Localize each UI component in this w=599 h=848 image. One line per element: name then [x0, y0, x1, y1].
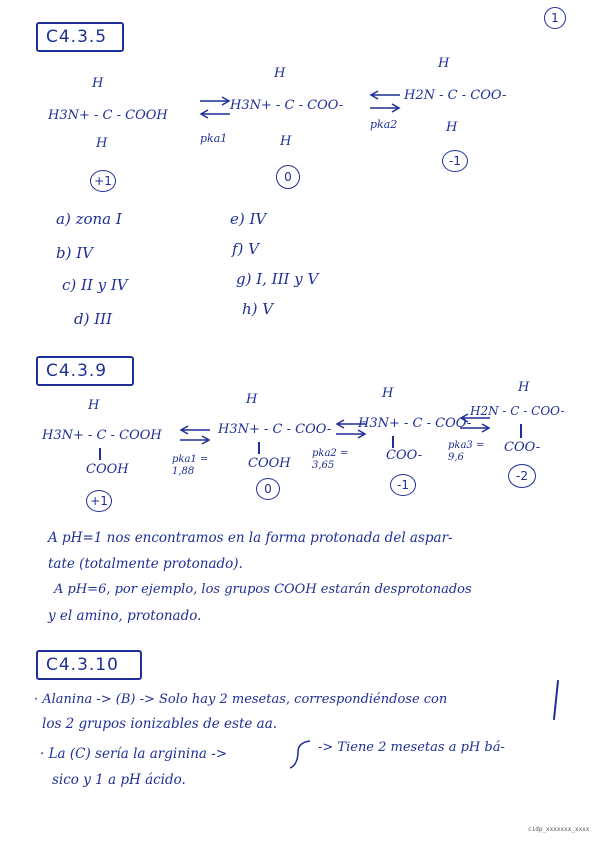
s1-charge-badge-2 — [276, 165, 300, 189]
s1-molecule-1: H3N+ - C - COOH — [48, 108, 168, 123]
s3-line-3b: -> Tiene 2 mesetas a pH bá- — [318, 740, 505, 755]
section-title-box-2 — [36, 356, 134, 386]
s2-charge-2: 0 — [264, 482, 272, 496]
s2-m4-bond — [520, 424, 522, 438]
s1-charge-2: 0 — [284, 170, 292, 184]
s2-molecule-1: H3N+ - C - COOH — [42, 428, 162, 443]
s2-m1-h: H — [88, 398, 100, 413]
s1-molecule-2: H3N+ - C - COO- — [230, 98, 344, 113]
s2-m2-h: H — [246, 392, 258, 407]
s2-m1-side: COOH — [86, 462, 129, 477]
section-title-box-3 — [36, 650, 142, 680]
s2-charge-badge-2 — [256, 478, 280, 500]
s1-answer-f: f) V — [232, 240, 260, 258]
s1-h-top-1: H — [92, 76, 104, 91]
s1-h-bottom-3: H — [446, 120, 458, 135]
watermark: cidp_xxxxxxx_xxxx — [528, 826, 590, 833]
s1-h-bottom-2: H — [280, 134, 292, 149]
s1-h-bottom-1: H — [96, 136, 108, 151]
s2-molecule-4: H2N - C - COO- — [470, 404, 565, 418]
s2-pka2-label: pka2 = 3,65 — [312, 448, 349, 471]
s2-charge-badge-1 — [86, 490, 112, 512]
s3-line-2: los 2 grupos ionizables de este aa. — [42, 716, 278, 732]
s2-pka1-label: pka1 = 1,88 — [172, 454, 209, 477]
s1-h-top-2: H — [274, 66, 286, 81]
s2-m4-side: COO- — [504, 440, 541, 455]
s3-bracket — [553, 680, 559, 720]
section-title-3: C4.3.10 — [46, 655, 119, 675]
s2-m3-side: COO- — [386, 448, 423, 463]
s2-text-line-1: A pH=1 nos encontramos en la forma protonada del aspar- — [48, 530, 453, 546]
s2-charge-3: -1 — [397, 478, 409, 492]
s2-text-line-4: y el amino, protonado. — [48, 608, 202, 624]
section-title-1: C4.3.5 — [46, 27, 108, 47]
s1-h-top-3: H — [438, 56, 450, 71]
s1-pka2-label: pka2 — [370, 118, 398, 131]
page-number-badge — [544, 7, 566, 29]
s2-charge-1: +1 — [90, 494, 108, 508]
s2-m4-h: H — [518, 380, 530, 395]
s2-molecule-2: H3N+ - C - COO- — [218, 422, 332, 437]
section-title-box-1 — [36, 22, 124, 52]
s2-pka3-label: pka3 = 9,6 — [448, 440, 485, 463]
s2-molecule-3: H3N+ - C - COO- — [358, 416, 472, 431]
s2-m3-bond — [392, 436, 394, 448]
page-number: 1 — [551, 11, 559, 25]
s3-line-1: · Alanina -> (B) -> Solo hay 2 mesetas, correspondiéndose con — [34, 692, 448, 707]
s1-answer-e: e) IV — [230, 210, 267, 228]
s2-m2-bond — [258, 442, 260, 454]
s2-m3-h: H — [382, 386, 394, 401]
s2-text-line-2: tate (totalmente protonado). — [48, 556, 243, 572]
s1-charge-badge-3 — [442, 150, 468, 172]
section-title-2: C4.3.9 — [46, 361, 108, 381]
s3-line-3: · La (C) sería la arginina -> — [40, 746, 228, 762]
s1-charge-1: +1 — [94, 174, 112, 188]
s1-answer-g: g) I, III y V — [236, 270, 319, 288]
s2-charge-badge-4 — [508, 464, 536, 488]
s3-line-4: sico y 1 a pH ácido. — [52, 772, 186, 788]
s1-answer-d: d) III — [74, 310, 112, 328]
s2-equilibrium-arrow-1 — [178, 424, 212, 446]
s1-answer-c: c) II y IV — [62, 276, 128, 294]
s1-molecule-3: H2N - C - COO- — [404, 88, 507, 103]
s1-pka1-label: pka1 — [200, 132, 228, 145]
s1-answer-a: a) zona I — [56, 210, 122, 228]
s1-answer-b: b) IV — [56, 244, 93, 262]
s3-squiggle-connector — [286, 738, 314, 772]
s2-m1-bond — [99, 448, 101, 460]
s1-answer-h: h) V — [242, 300, 274, 318]
s1-charge-3: -1 — [449, 154, 461, 168]
s1-equilibrium-arrow-2 — [368, 88, 402, 114]
s2-m2-side: COOH — [248, 456, 291, 471]
s2-charge-badge-3 — [390, 474, 416, 496]
s2-charge-4: -2 — [516, 469, 528, 483]
s2-text-line-3: A pH=6, por ejemplo, los grupos COOH estarán desprotonados — [54, 582, 472, 597]
s1-equilibrium-arrow-1 — [198, 94, 232, 120]
s1-charge-badge-1 — [90, 170, 116, 192]
